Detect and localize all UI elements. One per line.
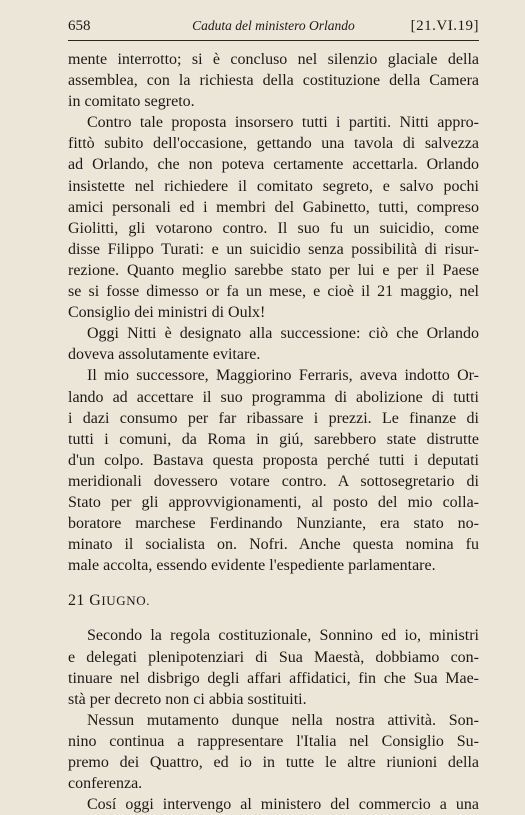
paragraph — [68, 710, 479, 794]
text-line: disse Filippo Turati: e un suicidio senza possibilità di risur- — [68, 240, 479, 258]
text-line: meridionali dovessero votare contro. A sottosegretario di — [68, 472, 479, 490]
text-line: Stato per gli approvvigionamenti, al posto del mio colla- — [68, 493, 479, 511]
text-line: conferenza. — [68, 775, 143, 793]
text-line: Il mio successore, Maggiorino Ferraris, aveva indotto Or- — [87, 367, 479, 385]
text-line: i dazi consumo per far ribassare i prezzi. Le finanze di — [68, 409, 479, 427]
text-line: Cosí oggi intervengo al ministero del commercio a una — [87, 796, 479, 814]
paragraph — [68, 625, 479, 709]
paragraph — [68, 49, 479, 112]
page-number: 658 — [68, 18, 91, 34]
text-line: tinuare nel disbrigo degli affari affidatici, fin che Sua Mae- — [68, 669, 479, 687]
paragraph — [68, 794, 479, 815]
section-spacer — [68, 611, 479, 625]
text-line: rezione. Quanto meglio sarebbe stato per lui e per il Paese — [68, 261, 479, 279]
page-header — [68, 14, 479, 38]
text-line: ad Orlando, che non poteva certamente accettarla. Orlando — [68, 156, 479, 174]
text-line: premo dei Quattro, ed io in tutte le altre riunioni della — [68, 754, 479, 771]
text-line: doveva assolutamente evitare. — [68, 346, 261, 364]
paragraph — [68, 323, 479, 365]
text-line: Contro tale proposta insorsero tutti i partiti. Nitti appro- — [87, 114, 479, 132]
text-line: male accolta, essendo evidente l'espediente parlamentare. — [68, 557, 436, 575]
text-line: Nessun mutamento dunque nella nostra attività. Son- — [87, 711, 479, 729]
text-line: stà per decreto non ci abbia sostituiti. — [68, 690, 307, 708]
text-line: assemblea, con la richiesta della costituzione della Camera — [68, 72, 479, 90]
text-line: Secondo la regola costituzionale, Sonnino ed io, ministri — [87, 627, 479, 645]
text-line: tutti i comuni, da Roma in giú, sarebbero state distrutte — [68, 430, 479, 448]
text-line: insistette nel richiedere il comitato segreto, e salvo pochi — [68, 177, 479, 195]
text-line: Consiglio dei ministri di Oulx! — [68, 304, 266, 322]
header-rule — [68, 40, 479, 41]
text-line: mente interrotto; si è concluso nel silenzio glaciale della — [68, 51, 479, 68]
header-date: [21.VI.19] — [410, 18, 479, 34]
text-line: e delegati plenipotenziari di Sua Maestà, dobbiamo con- — [68, 648, 479, 666]
text-line: minato il socialista on. Nofri. Anche questa nomina fu — [68, 536, 479, 554]
text-line: boratore marchese Ferdinando Nunziante, era stato no- — [68, 515, 479, 533]
text-line: fittò subito dell'occasione, gettando una tavola di salvezza — [68, 135, 479, 153]
text-line: se si fosse dimesso or fa un mese, e cioè il 21 maggio, nel — [68, 283, 479, 301]
text-line: amici personali ed i membri del Gabinetto, tutti, compreso — [68, 198, 479, 216]
text-line: nino continua a rappresentare l'Italia nel Consiglio Su- — [68, 732, 479, 750]
text-line: lando ad accettare il suo programma di abolizione di tutti — [68, 388, 479, 406]
running-title: Caduta del ministero Orlando — [192, 18, 355, 33]
body-text — [68, 49, 479, 815]
text-line: Oggi Nitti è designato alla successione: ciò che Orlando — [87, 325, 479, 343]
date-heading — [68, 590, 479, 611]
text-line: Giolitti, gli votarono contro. Il suo fu un suicidio, come — [68, 219, 479, 237]
text-line: in comitato segreto. — [68, 93, 195, 111]
date-heading-day: 21 — [68, 592, 85, 610]
paragraph — [68, 112, 479, 323]
date-heading-month: GIUGNO. — [89, 592, 151, 610]
paragraph — [68, 365, 479, 576]
section-spacer — [68, 576, 479, 590]
text-line: d'un colpo. Bastava questa proposta perché tutti i deputati — [68, 451, 479, 469]
